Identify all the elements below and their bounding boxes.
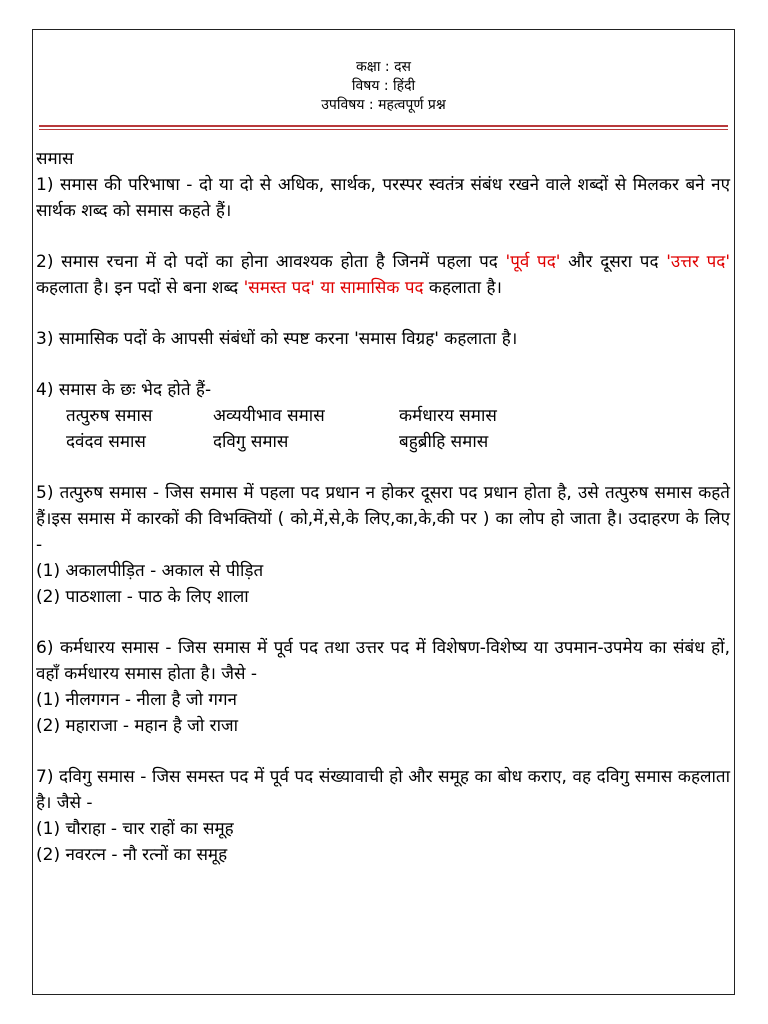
types-row-2 (66, 429, 730, 455)
point-2-structure (36, 249, 730, 301)
header-rule-thin (39, 129, 728, 130)
type-item: दविगु समास (213, 432, 289, 452)
document-header (33, 58, 734, 115)
example-item: (1) अकालपीड़ित - अकाल से पीड़ित (36, 561, 264, 581)
example-item: (1) चौराहा - चार राहों का समूह (36, 819, 234, 839)
types-row-1 (66, 403, 730, 429)
highlight-purva-pad: 'पूर्व पद' (505, 252, 561, 272)
section-title: समास (36, 149, 74, 169)
point-7-dvigu: 7) दविगु समास - जिस समस्त पद में पूर्व पद संख्यावाची हो और समूह का बोध कराए, वह दविगु समास कहलाता है। जैसे - (36, 767, 730, 813)
point-1-definition: 1) समास की परिभाषा - दो या दो से अधिक, सार्थक, परस्पर स्वतंत्र संबंध रखने वाले शब्दों से मिलकर बने नए सार्थक शब्द को समास कहते हैं। (36, 175, 730, 221)
example-item: (2) नवरत्न - नौ रत्नों का समूह (36, 845, 228, 865)
subtopic-line: उपविषय : महत्वपूर्ण प्रश्न (321, 97, 446, 113)
highlight-samast-pad: 'समस्त पद' या सामासिक पद (243, 278, 424, 298)
type-item: कर्मधारय समास (399, 406, 497, 426)
point-5-tatpurush: 5) तत्पुरुष समास - जिस समास में पहला पद प्रधान न होकर दूसरा पद प्रधान होता है, उसे तत्पुरुष समास कहते हैं।इस समास में कारकों की विभक्तियों ( को,में,से,के लिए,का,के,की पर ) का लोप हो जाता है। उदाहरण के लिए - (36, 483, 730, 555)
type-item: तत्पुरुष समास (66, 406, 153, 426)
type-item: अव्ययीभाव समास (213, 406, 325, 426)
header-rule-thick (39, 125, 728, 127)
p2-text-a: 2) समास रचना में दो पदों का होना आवश्यक होता है जिनमें पहला पद (36, 252, 506, 272)
point-6-karmadharay: 6) कर्मधारय समास - जिस समास में पूर्व पद तथा उत्तर पद में विशेषण-विशेष्य या उपमान-उपमेय का संबंध हों, वहाँ कर्मधारय समास होता है। जैसे - (36, 638, 730, 684)
example-item: (2) महाराजा - महान है जो राजा (36, 716, 239, 736)
document-body (36, 146, 730, 868)
highlight-uttar-pad: 'उत्तर पद' (666, 252, 730, 272)
example-item: (1) नीलगगन - नीला है जो गगन (36, 690, 237, 710)
subject-line: विषय : हिंदी (351, 78, 416, 94)
type-item: दवंदव समास (66, 432, 146, 452)
type-item: बहुब्रीहि समास (399, 432, 489, 452)
example-item: (2) पाठशाला - पाठ के लिए शाला (36, 587, 249, 607)
page-frame (32, 29, 735, 995)
point-4-types-intro: 4) समास के छः भेद होते हैं- (36, 380, 212, 400)
class-line: कक्षा : दस (356, 59, 411, 75)
p2-text-e: कहलाता है। इन पदों से बना शब्द (36, 278, 244, 298)
p2-text-g: कहलाता है। (423, 278, 502, 298)
point-3-vigrah: 3) सामासिक पदों के आपसी संबंधों को स्पष्ट करना 'समास विग्रह' कहलाता है। (36, 329, 518, 349)
p2-text-c: और दूसरा पद (560, 252, 667, 272)
